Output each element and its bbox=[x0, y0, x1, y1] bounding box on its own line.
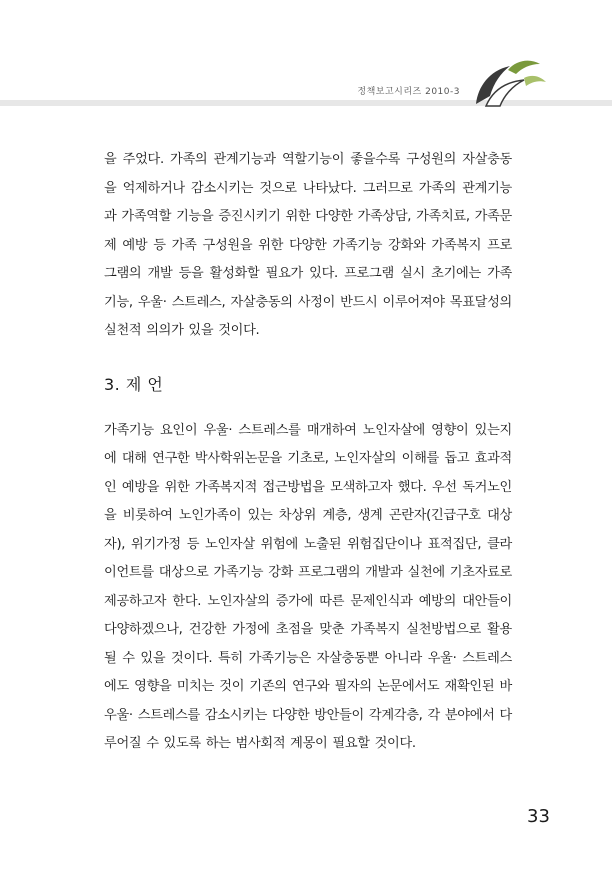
page-number: 33 bbox=[527, 806, 550, 827]
paragraph-intro: 을 주었다. 가족의 관계기능과 역할기능이 좋을수록 구성원의 자살충동을 억제하거나 감소시키는 것으로 나타났다. 그러므로 가족의 관계기능과 가족역할 기능을 증진시키기 위한 다양한 가족상담, 가족치료, 가족문제 예방 등 가족 구성원을 위한 다양한 가족기능 강화와 가족복지 프로그램의 개발 등을 활성화할 필요가 있다. 프로그램 실시 초기에는 가족기능, 우울· 스트레스, 자살충동의 사정이 반드시 이루어져야 목표달성의 실천적 의의가 있을 것이다. bbox=[104, 152, 512, 338]
bird-logo-icon bbox=[468, 56, 548, 108]
logo-green-leaf bbox=[508, 61, 540, 74]
section-heading: 3. 제 언 bbox=[104, 374, 164, 394]
paragraph-proposal: 가족기능 요인이 우울· 스트레스를 매개하여 노인자살에 영향이 있는지에 대해 연구한 박사학위논문을 기초로, 노인자살의 이해를 돕고 효과적인 예방을 위한 가족복지적 접근방법을 모색하고자 했다. 우선 독거노인을 비롯하여 노인가족이 있는 차상위 계층, 생계 곤란자(긴급구호 대상자), 위기가정 등 노인자살 위험에 노출된 위험집단이나 표적집단, 클라이언트를 대상으로 가족기능 강화 프로그램의 개발과 실천에 기초자료로 제공하고자 한다. 노인자살의 증가에 따른 문제인식과 예방의 대안들이 다양하겠으나, 건강한 가정에 초점을 맞춘 가족복지 실천방법으로 활용될 수 있을 것이다. 특히 가족기능은 자살충동뿐 아니라 우울· 스트레스에도 영향을 미치는 것이 기존의 연구와 필자의 논문에서도 재확인된 바 우울· 스트레스를 감소시키는 다양한 방안들이 각계각층, 각 분야에서 다루어질 수 있도록 하는 범사회적 계몽이 필요할 것이다. bbox=[104, 422, 512, 751]
page-content bbox=[104, 146, 512, 759]
series-title: 정책보고시리즈 2010-3 bbox=[357, 87, 460, 97]
logo-green-leaf-small bbox=[524, 76, 546, 86]
